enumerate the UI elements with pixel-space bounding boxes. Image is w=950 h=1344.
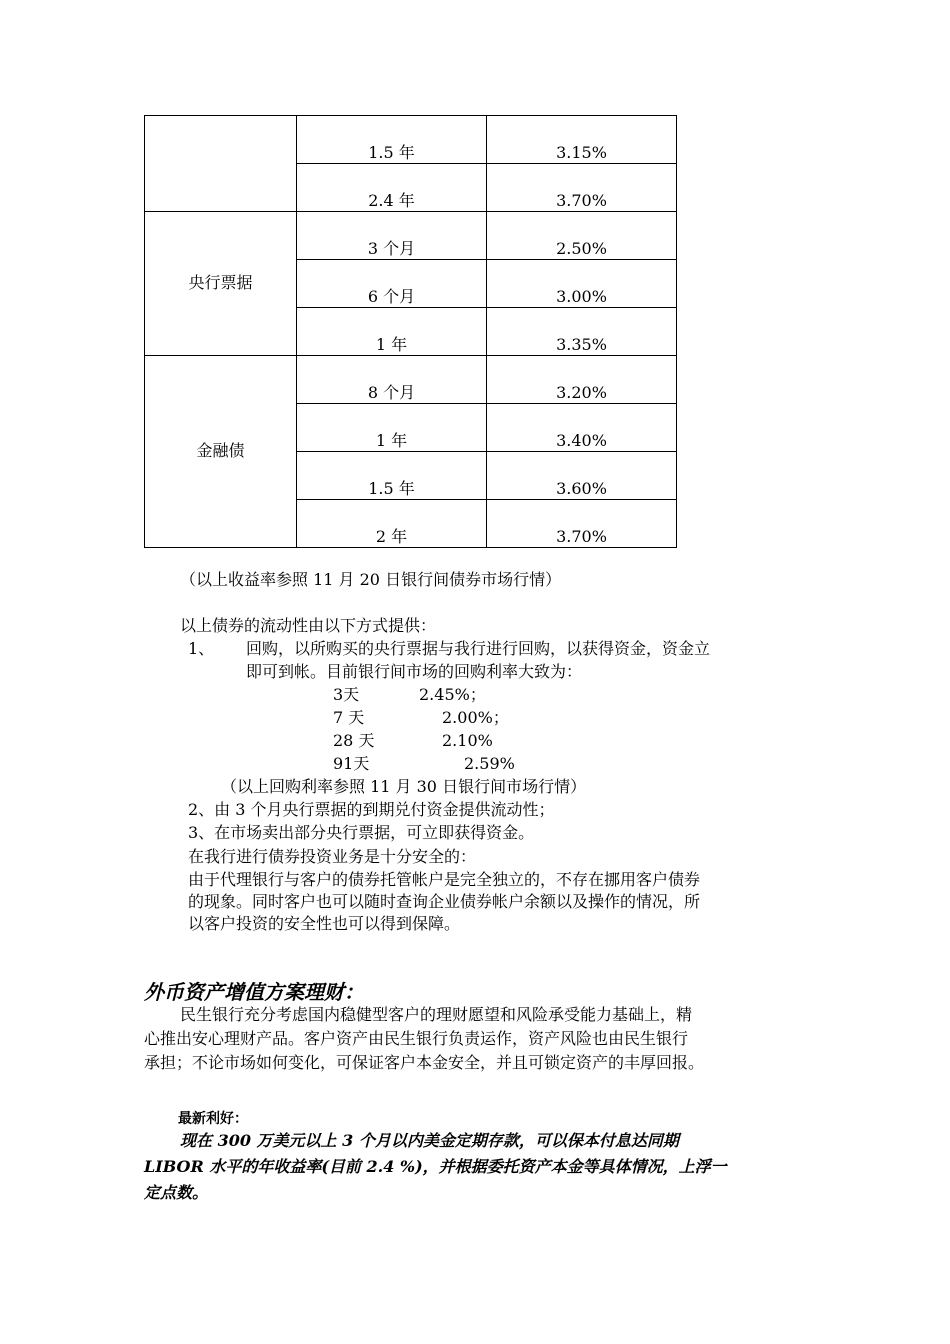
term-text: 2 年 xyxy=(375,527,408,546)
news-line: 定点数。 xyxy=(144,1183,209,1202)
repo-days: 28 天 xyxy=(333,731,375,750)
repo-rate: 2.59% xyxy=(464,754,515,773)
item1-line2: 即可到帐。目前银行间市场的回购利率大致为： xyxy=(246,662,583,681)
rate-text: 3.70% xyxy=(556,191,607,210)
item1-line1: 回购，以所购买的央行票据与我行进行回购，以获得资金，资金立 xyxy=(246,639,711,658)
rate-text: 3.40% xyxy=(556,431,607,450)
rate-cell xyxy=(487,404,677,452)
table-row xyxy=(145,212,677,260)
rate-cell xyxy=(487,260,677,308)
category-cell-empty xyxy=(145,116,297,212)
term-cell xyxy=(297,452,487,500)
news-line: LIBOR 水平的年收益率(目前 2.4 %)，并根据委托资产本金等具体情况，上浮一 xyxy=(144,1157,727,1176)
term-text: 8 个月 xyxy=(367,383,416,402)
news-label: 最新利好： xyxy=(178,1111,248,1127)
fx-heading: 外币资产增值方案理财： xyxy=(144,980,364,1004)
safety-title: 在我行进行债券投资业务是十分安全的： xyxy=(188,847,477,866)
liquidity-intro: 以上债券的流动性由以下方式提供： xyxy=(180,616,437,635)
safety-line: 以客户投资的安全性也可以得到保障。 xyxy=(188,914,461,933)
term-text: 3 个月 xyxy=(367,239,416,258)
term-text: 1.5 年 xyxy=(368,143,415,162)
term-text: 1 年 xyxy=(375,335,408,354)
category-text: 央行票据 xyxy=(188,273,253,292)
repo-days: 3天 xyxy=(333,685,360,704)
term-cell xyxy=(297,164,487,212)
bond-yield-table xyxy=(144,115,677,548)
term-cell xyxy=(297,356,487,404)
term-cell xyxy=(297,500,487,548)
category-text: 金融债 xyxy=(196,441,245,460)
safety-line: 的现象。同时客户也可以随时查询企业债券帐户余额以及操作的情况，所 xyxy=(188,892,701,911)
rate-text: 3.60% xyxy=(556,479,607,498)
term-text: 2.4 年 xyxy=(368,191,415,210)
repo-rate: 2.10% xyxy=(442,731,493,750)
term-cell xyxy=(297,260,487,308)
rate-text: 3.35% xyxy=(556,335,607,354)
fx-paragraph-line: 民生银行充分考虑国内稳健型客户的理财愿望和风险承受能力基础上，精 xyxy=(180,1005,693,1024)
rate-cell xyxy=(487,116,677,164)
term-cell xyxy=(297,404,487,452)
term-cell xyxy=(297,212,487,260)
term-cell xyxy=(297,308,487,356)
term-text: 1.5 年 xyxy=(368,479,415,498)
yield-source-note: （以上收益率参照 11 月 20 日银行间债券市场行情） xyxy=(180,570,562,589)
item2: 2、由 3 个月央行票据的到期兑付资金提供流动性； xyxy=(188,800,555,819)
term-text: 1 年 xyxy=(375,431,408,450)
fx-paragraph-line: 心推出安心理财产品。客户资产由民生银行负责运作，资产风险也由民生银行 xyxy=(144,1029,689,1048)
item3: 3、在市场卖出部分央行票据，可立即获得资金。 xyxy=(188,823,535,842)
rate-cell xyxy=(487,452,677,500)
repo-days: 91天 xyxy=(333,754,370,773)
rate-text: 3.15% xyxy=(556,143,607,162)
category-cell xyxy=(145,212,297,356)
rate-cell xyxy=(487,212,677,260)
table-row xyxy=(145,116,677,164)
category-cell xyxy=(145,356,297,548)
rate-cell xyxy=(487,164,677,212)
rate-text: 3.00% xyxy=(556,287,607,306)
term-text: 6 个月 xyxy=(367,287,416,306)
item1-number: 1、 xyxy=(188,639,215,658)
rate-text: 3.70% xyxy=(556,527,607,546)
term-cell xyxy=(297,116,487,164)
news-line: 现在 300 万美元以上 3 个月以内美金定期存款，可以保本付息达同期 xyxy=(180,1131,679,1150)
rate-text: 3.20% xyxy=(556,383,607,402)
repo-source-note: （以上回购利率参照 11 月 30 日银行间市场行情） xyxy=(221,777,587,796)
rate-cell xyxy=(487,356,677,404)
safety-line: 由于代理银行与客户的债券托管帐户是完全独立的，不存在挪用客户债券 xyxy=(188,870,701,889)
rate-cell xyxy=(487,308,677,356)
rate-cell xyxy=(487,500,677,548)
repo-days: 7 天 xyxy=(333,708,365,727)
repo-rate: 2.45%； xyxy=(419,685,486,704)
table-row xyxy=(145,356,677,404)
fx-paragraph-line: 承担；不论市场如何变化，可保证客户本金安全，并且可锁定资产的丰厚回报。 xyxy=(144,1053,705,1072)
repo-rate: 2.00%； xyxy=(442,708,509,727)
rate-text: 2.50% xyxy=(556,239,607,258)
